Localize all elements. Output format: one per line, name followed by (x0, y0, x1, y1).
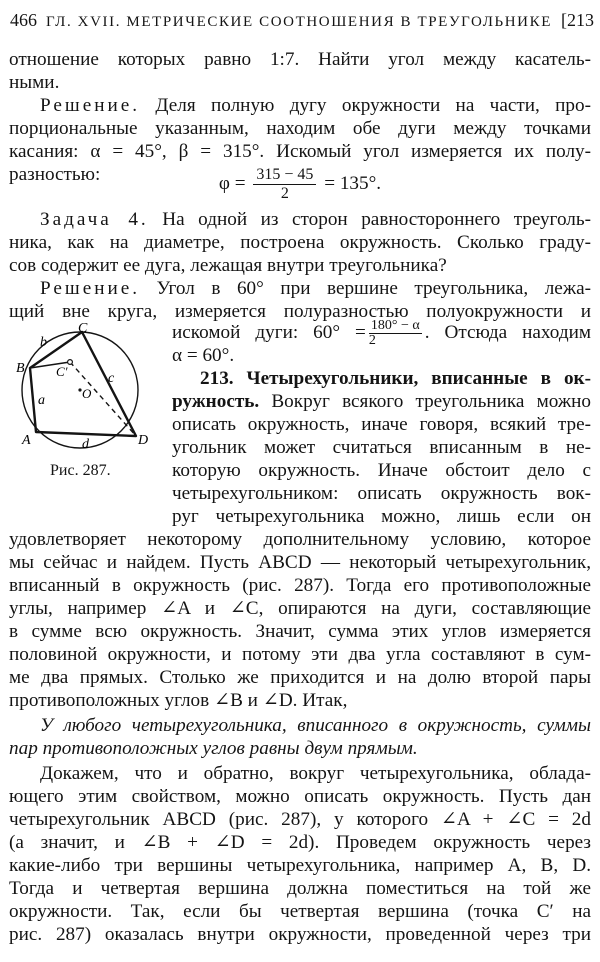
text-line: мы сейчас и найдем. Пусть ABCD — некоторый четырехугольник, (9, 552, 591, 573)
page-number: 466 (10, 10, 37, 30)
label-C-prime: C′ (56, 364, 68, 379)
text-line: α = 60°. (172, 345, 235, 366)
label-D: D (138, 433, 149, 448)
inscribed-quadrilateral-diagram (10, 322, 170, 462)
section-ref: [213 (561, 10, 594, 30)
running-header (10, 10, 594, 34)
section-number: 213. (200, 368, 234, 389)
text-line: порциональные указанным, находим обе дуги между точками (9, 118, 591, 139)
label-a: a (38, 393, 45, 408)
fraction: $\frac{315 - 45}{2}$ (253, 166, 316, 203)
text-line: описать окружность, иначе говоря, всякий тре- (172, 414, 591, 435)
text-line: щий вне круга, измеряется полуразностью полуокружности и (9, 301, 591, 322)
text-line: вписанный в окружность (рис. 287). Тогда его противоположные (9, 575, 591, 596)
solution-label: Решение. (40, 95, 141, 116)
label-C: C (78, 322, 88, 336)
text-line: угольник может считаться вписанным в не- (172, 437, 591, 458)
label-A: A (22, 433, 31, 448)
text-line-with-fraction: искомой дуги: 60° = $\frac{180^\circ - \alpha}{2}$ . Отсюда находим (172, 318, 591, 349)
text-line: окружности. Так, если бы четвертая вершина (точка C′ на (9, 901, 591, 922)
text-line: Тогда и четвертая вершина должна поместиться на той же (9, 878, 591, 899)
label-b: b (40, 335, 47, 350)
text-line: касания: α = 45°, β = 315°. Искомый угол измеряется их полу- (9, 141, 591, 162)
text-line: ме два прямых. Столько же приходится и на долю второй пары (9, 667, 591, 688)
text-line: в сумме всю окружность. Значит, сумма этих углов измеряется (9, 621, 591, 642)
text-line: ющего этим свойством, можно описать окружность. Пусть дан (9, 786, 591, 807)
text-line: которую окружность. Иначе обстоит дело с (172, 460, 591, 481)
text-line: четырехугольником: описать окружность вок- (172, 483, 591, 504)
text-line: руг четырехугольника можно, лишь если он (172, 506, 591, 527)
text-line: Решение. Угол в 60° при вершине треугольника, лежа- (40, 278, 591, 299)
text-line: сов содержит ее дуга, лежащая внутри треугольника? (9, 255, 447, 276)
solution-label: Решение. (40, 278, 141, 299)
text-line: разностью: (9, 164, 101, 185)
label-c: c (108, 371, 115, 386)
text-line: какие-либо три вершины четырехугольника, например A, B, D. (9, 855, 591, 876)
fraction: $\frac{180^\circ - \alpha}{2}$ (368, 318, 420, 349)
text-line: четырехугольник ABCD (рис. 287), у которого ∠A + ∠C = 2d (9, 809, 591, 830)
formula-phi: φ = $\frac{315 - 45}{2}$ = 135°. (218, 166, 382, 202)
label-B: B (16, 361, 25, 376)
text-line: Докажем, что и обратно, вокруг четырехугольника, облада- (40, 763, 591, 784)
text-line: ружность. Вокруг всякого треугольника можно (172, 391, 591, 412)
text-line: (а значит, и ∠B + ∠D = 2d). Проведем окружность через (9, 832, 591, 853)
label-O: O (82, 386, 92, 401)
label-d: d (82, 437, 89, 452)
running-title: ГЛ. XVII. МЕТРИЧЕСКИЕ СООТНОШЕНИЯ В ТРЕУГОЛЬНИКЕ (46, 14, 552, 30)
section-heading (200, 367, 591, 391)
task-label: Задача 4. (40, 209, 149, 230)
text-line: ными. (9, 72, 60, 93)
text-line: ника, как на диаметре, построена окружность. Сколько граду- (9, 232, 591, 253)
theorem-line: У любого четырехугольника, вписанного в окружность, суммы (40, 715, 591, 736)
figure-caption: Рис. 287. (50, 462, 111, 479)
text-line: отношение которых равно 1:7. Найти угол между касатель- (9, 49, 591, 70)
text-line: половиной окружности, и потому эти два угла составляют в сум- (9, 644, 591, 665)
section-title: Четырехугольники, вписанные в ок- (233, 368, 591, 389)
text-line: углы, например ∠A и ∠C, опираются на дуги, составляющие (9, 598, 591, 619)
text-line: удовлетворяет некоторому дополнительному условию, которое (9, 529, 591, 550)
text-line: Задача 4. На одной из сторон равностороннего треуголь- (40, 209, 591, 230)
text-line: противоположных углов ∠B и ∠D. Итак, (9, 690, 348, 711)
text-line: Решение. Деля полную дугу окружности на части, про- (40, 95, 591, 116)
theorem-line: пар противоположных углов равны двум прямым. (9, 738, 418, 759)
text-line: рис. 287) оказалась внутри окружности, проведенной через три (9, 924, 591, 945)
